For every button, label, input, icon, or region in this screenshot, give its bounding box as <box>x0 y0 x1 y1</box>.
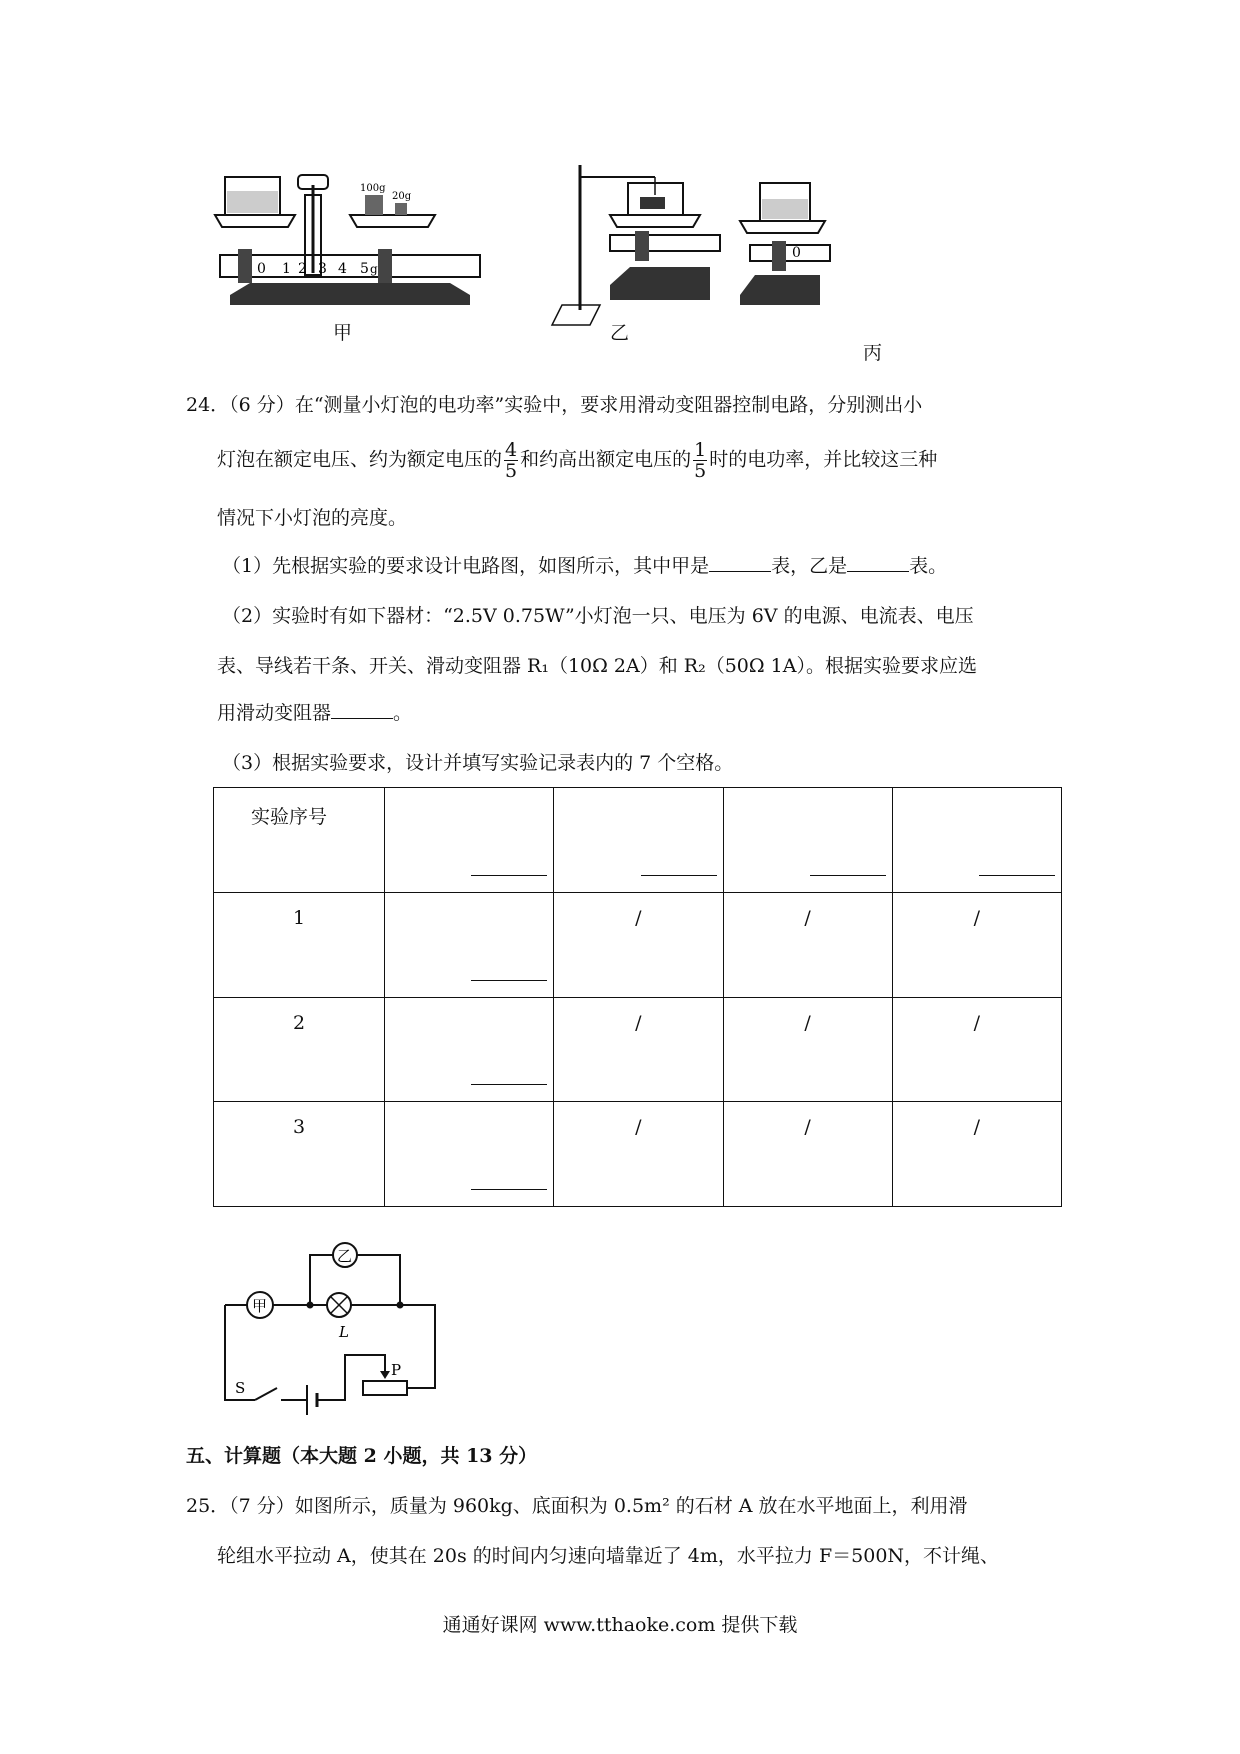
circuit-label-lamp: L <box>339 1323 349 1341</box>
balance-figures <box>210 155 930 355</box>
fraction-one-fifth: $\frac{1}{5}$ <box>694 439 707 482</box>
q24-line2: 灯泡在额定电压、约为额定电压的 $\frac{4}{5}$ 和约高出额定电压的 $\frac{1}{5}$ 时的电功率，并比较这三种 <box>217 439 938 482</box>
scale-5: 5 <box>360 261 369 277</box>
header-blank-cell[interactable] <box>892 788 1061 893</box>
header-blank-cell[interactable] <box>554 788 723 893</box>
scale-0: 0 <box>257 261 266 277</box>
blank-cell[interactable] <box>385 892 554 997</box>
small-scale-0: 0 <box>792 245 801 261</box>
circuit-label-slider: P <box>391 1361 402 1379</box>
circuit-label-switch: S <box>235 1379 246 1397</box>
q25-number: 25．（7 分） <box>186 1495 295 1517</box>
table-row: 3 / / / <box>214 1102 1062 1207</box>
figure-label-bing: 丙 <box>863 342 883 364</box>
circuit-label-jia: 甲 <box>252 1297 268 1315</box>
q24-part2-line3: 用滑动变阻器 。 <box>217 702 413 724</box>
blank-cell[interactable] <box>385 997 554 1102</box>
q24-part3: （3）根据实验要求，设计并填写实验记录表内的 7 个空格。 <box>222 752 734 774</box>
q24-part1: （1）先根据实验的要求设计电路图，如图所示，其中甲是 表，乙是 表。 <box>222 555 948 577</box>
weight-100: 100g <box>360 183 386 194</box>
weight-20: 20g <box>392 191 412 202</box>
q24-number: 24．（6 分） <box>186 394 295 416</box>
table-row: 2 / / / <box>214 997 1062 1102</box>
circuit-diagram <box>215 1225 455 1415</box>
balance-jia <box>215 175 480 305</box>
q25-line2: 轮组水平拉动 A，使其在 20s 的时间内匀速向墙靠近了 4m，水平拉力 F＝500N，不计绳、 <box>217 1545 1000 1567</box>
blank-cell[interactable] <box>385 1102 554 1207</box>
circuit-label-yi: 乙 <box>337 1247 353 1265</box>
table-row: 1 / / / <box>214 892 1062 997</box>
page-footer: 通通好课网 www.tthaoke.com 提供下载 <box>442 1614 798 1636</box>
scale-1: 1 <box>282 261 291 277</box>
scale-unit: g <box>370 262 378 276</box>
section5-title: 五、计算题（本大题 2 小题，共 13 分） <box>186 1445 538 1467</box>
balance-bing <box>740 183 830 305</box>
header-blank-cell[interactable] <box>723 788 892 893</box>
blank-yi-meter[interactable] <box>847 553 909 572</box>
blank-jia-meter[interactable] <box>709 553 771 572</box>
scale-3: 3 <box>318 261 327 277</box>
figure-label-yi: 乙 <box>610 322 630 344</box>
scale-2: 2 <box>298 261 307 277</box>
fraction-four-fifths: $\frac{4}{5}$ <box>505 439 518 482</box>
q24-part2-line2: 表、导线若干条、开关、滑动变阻器 R₁（10Ω 2A）和 R₂（50Ω 1A）。根据实验要求应选 <box>217 655 977 677</box>
header-cell: 实验序号 <box>214 788 385 893</box>
balance-yi <box>552 165 720 325</box>
q24-line1: 24．（6 分）在“测量小灯泡的电功率”实验中，要求用滑动变阻器控制电路，分别测出小 <box>186 394 923 416</box>
scale-4: 4 <box>338 261 347 277</box>
figure-label-jia: 甲 <box>333 322 353 344</box>
q24-line3: 情况下小灯泡的亮度。 <box>217 507 408 529</box>
record-table <box>213 787 1062 1207</box>
q24-part2-line1: （2）实验时有如下器材：“2.5V 0.75W”小灯泡一只、电压为 6V 的电源、电流表、电压 <box>222 605 974 627</box>
q25-line1: 25．（7 分）如图所示，质量为 960kg、底面积为 0.5m² 的石材 A 放在水平地面上，利用滑 <box>186 1495 968 1517</box>
table-header-row <box>214 788 1062 893</box>
header-blank-cell[interactable] <box>385 788 554 893</box>
blank-rheostat[interactable] <box>331 700 393 719</box>
